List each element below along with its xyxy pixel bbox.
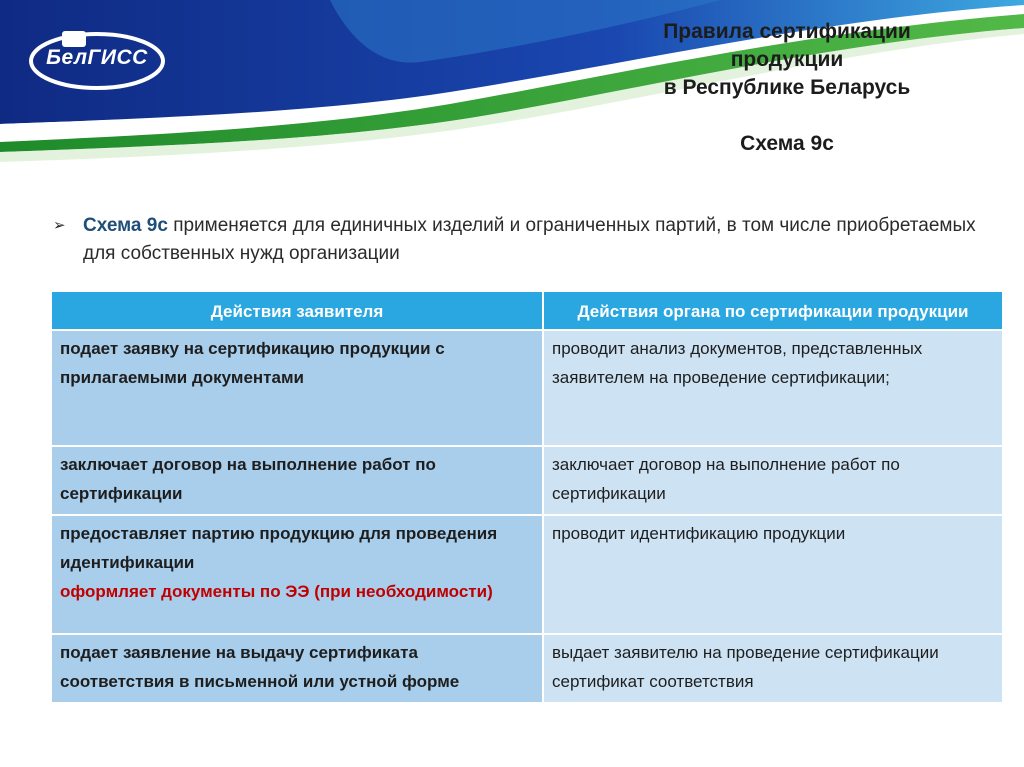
body-cell: проводит идентификацию продукции: [543, 515, 1003, 634]
body-cell: проводит анализ документов, представленных заявителем на проведение сертификации;: [543, 330, 1003, 446]
table-row: [51, 515, 1003, 634]
applicant-cell: [51, 330, 543, 446]
scheme-title: Схема 9с: [740, 132, 834, 155]
slide-title: [560, 18, 1014, 158]
body-cell: выдает заявителю на проведение сертификации сертификат соответствия: [543, 634, 1003, 703]
applicant-cell: [51, 634, 543, 703]
title-line-2: продукции: [730, 48, 844, 71]
applicant-action: подает заявление на выдачу сертификата соответствия в письменной или устной форме: [60, 643, 460, 691]
logo-text: БелГИСС: [46, 46, 148, 69]
table-row: [51, 330, 1003, 446]
header-applicant: Действия заявителя: [51, 291, 543, 330]
arrow-bullet-icon: ➢: [53, 217, 66, 234]
title-line-3: в Республике Беларусь: [663, 76, 911, 99]
applicant-action: подает заявку на сертификацию продукции с прилагаемыми документами: [60, 339, 445, 387]
actions-table: [50, 290, 1004, 704]
bullet-text: применяется для единичных изделий и ограниченных партий, в том числе приобретаемых для собственных нужд организации: [83, 215, 976, 264]
belgiss-logo: [28, 28, 166, 90]
applicant-cell: [51, 446, 543, 515]
applicant-action: предоставляет партию продукцию для проведения идентификации: [60, 524, 498, 572]
table-row: [51, 446, 1003, 515]
applicant-action: заключает договор на выполнение работ по сертификации: [60, 455, 436, 503]
applicant-cell: [51, 515, 543, 634]
bullet-lead: Схема 9с: [83, 215, 168, 236]
title-line-1: Правила сертификации: [663, 20, 911, 43]
header-certification-body: Действия органа по сертификации продукции: [543, 291, 1003, 330]
applicant-note: оформляет документы по ЭЭ (при необходимости): [60, 582, 493, 601]
bullet-paragraph: [53, 212, 1003, 268]
table-header-row: [51, 291, 1003, 330]
table-row: [51, 634, 1003, 703]
body-cell: заключает договор на выполнение работ по сертификации: [543, 446, 1003, 515]
